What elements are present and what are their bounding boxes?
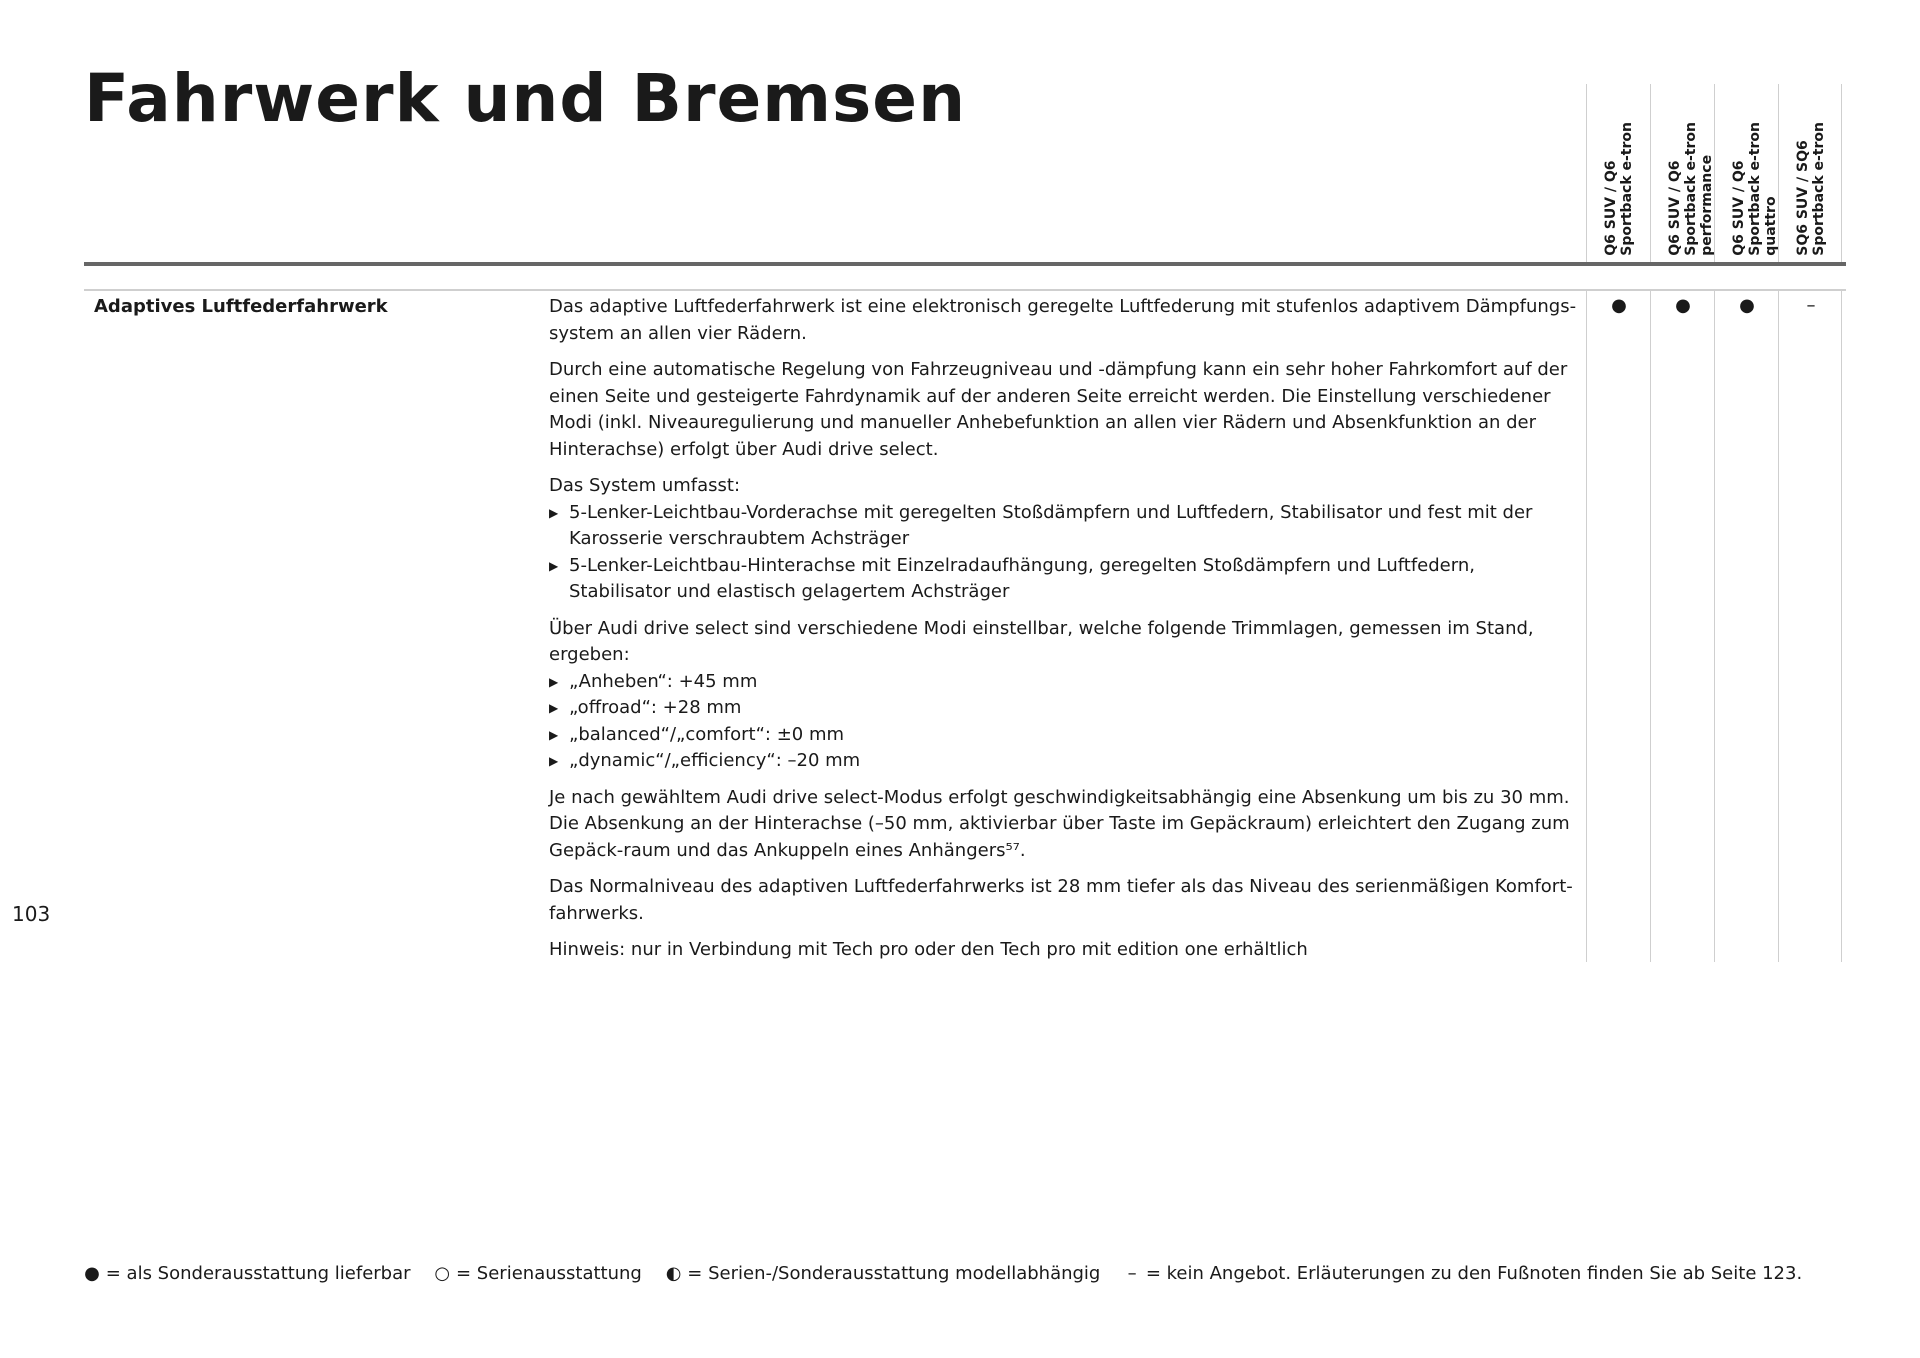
legend: [84, 1262, 1820, 1286]
page-number: 103: [12, 902, 51, 926]
legend-item-mixed: ◐ = Serien-/Sonderausstattung modellabhängig: [665, 1263, 1101, 1284]
legend-item-standard: ○ = Serienausstattung: [434, 1263, 642, 1284]
half-circle-icon: ◐: [665, 1263, 682, 1284]
column-header-q6: [1586, 84, 1650, 262]
availability-mark: ●: [1675, 295, 1691, 316]
column-label: Q6 SUV / Q6 Sportback e-tron quattro: [1731, 122, 1779, 256]
column-header-q6-quattro: [1714, 84, 1778, 262]
legend-item-none: – = kein Angebot. Erläuterungen zu den Fußnoten finden Sie ab Seite 123.: [1124, 1263, 1802, 1284]
filled-circle-icon: ●: [84, 1263, 100, 1284]
description-paragraph: Durch eine automatische Regelung von Fahrzeugniveau und -dämpfung kann ein sehr hoher Fahrkomfort auf der einen Seite und gesteigerte Fahrdynamik auf der anderen Seite erreicht werden. Die Einstellung verschiedener Modi (inkl. Niveauregulierung und manueller Anhebefunktion an allen vier Rädern und Absenkfunktion an der Hinterachse) erfolgt über Audi drive select.: [549, 359, 1568, 460]
availability-mark: –: [1806, 295, 1816, 316]
triangle-bullet-icon: ▶: [549, 558, 559, 573]
column-label: Q6 SUV / Q6 Sportback e-tron performance: [1667, 122, 1715, 256]
description-paragraph: Je nach gewähltem Audi drive select-Modus erfolgt geschwindigkeitsabhängig eine Absenkung um bis zu 30 mm. Die Absenkung an der Hinterachse (–50 mm, aktivierbar über Taste im Gepäckraum) erleichtert den Zugang zum Gepäck-raum und das Ankuppeln eines Anhängers⁵⁷.: [549, 786, 1570, 861]
column-label: SQ6 SUV / SQ6 Sportback e-tron: [1795, 122, 1827, 256]
availability-cell: [1778, 289, 1842, 962]
column-label: Q6 SUV / Q6 Sportback e-tron: [1603, 122, 1635, 256]
availability-mark: ●: [1611, 295, 1627, 316]
description-paragraph: Das adaptive Luftfederfahrwerk ist eine elektronisch geregelte Luftfederung mit stufenlos adaptivem Dämpfungs-system an allen vier Rädern.: [549, 296, 1577, 344]
list-item: ▶ „balanced“/„comfort“: ±0 mm: [549, 722, 1577, 749]
column-header-sq6: [1778, 84, 1842, 262]
legend-item-optional: ● = als Sonderausstattung lieferbar: [84, 1263, 411, 1284]
modes-list: [549, 669, 1577, 775]
list-item: ▶ „offroad“: +28 mm: [549, 695, 1577, 722]
triangle-bullet-icon: ▶: [549, 505, 559, 520]
empty-circle-icon: ○: [434, 1263, 451, 1284]
page-title: Fahrwerk und Bremsen: [84, 60, 967, 137]
note: Hinweis: nur in Verbindung mit Tech pro oder den Tech pro mit edition one erhältlich: [549, 939, 1308, 960]
triangle-bullet-icon: ▶: [549, 754, 559, 768]
availability-cell: [1650, 289, 1714, 962]
row-title: Adaptives Luftfederfahrwerk: [94, 296, 388, 317]
list-item: ▶ „dynamic“/„efficiency“: –20 mm: [549, 748, 1577, 775]
list-item: ▶ 5-Lenker-Leichtbau-Hinterachse mit Einzelradaufhängung, geregelten Stoßdämpfern und Luftfedern, Stabilisator und elastisch gelagertem Achsträger: [549, 554, 1475, 602]
column-header-q6-performance: [1650, 84, 1714, 262]
availability-mark: ●: [1739, 295, 1755, 316]
triangle-bullet-icon: ▶: [549, 727, 559, 742]
system-list: [549, 500, 1577, 606]
system-intro: Das System umfasst:: [549, 475, 741, 496]
triangle-bullet-icon: ▶: [549, 674, 559, 689]
list-item: ▶ „Anheben“: +45 mm: [549, 669, 1577, 696]
dash-icon: –: [1127, 1263, 1137, 1284]
availability-cell: [1586, 289, 1650, 962]
availability-cell: [1714, 289, 1778, 962]
row-description: [549, 294, 1577, 974]
list-item: ▶ 5-Lenker-Leichtbau-Vorderachse mit geregelten Stoßdämpfern und Luftfedern, Stabilisator und fest mit der Karosserie verschraubtem Achsträger: [549, 501, 1533, 549]
modes-intro: Über Audi drive select sind verschiedene Modi einstellbar, welche folgende Trimmlagen, gemessen im Stand, ergeben:: [549, 617, 1534, 665]
header-rule: [84, 262, 1846, 266]
description-paragraph: Das Normalniveau des adaptiven Luftfederfahrwerks ist 28 mm tiefer als das Niveau des serienmäßigen Komfort-fahrwerks.: [549, 876, 1573, 924]
triangle-bullet-icon: ▶: [549, 701, 559, 715]
table-top-rule: [84, 289, 1846, 291]
